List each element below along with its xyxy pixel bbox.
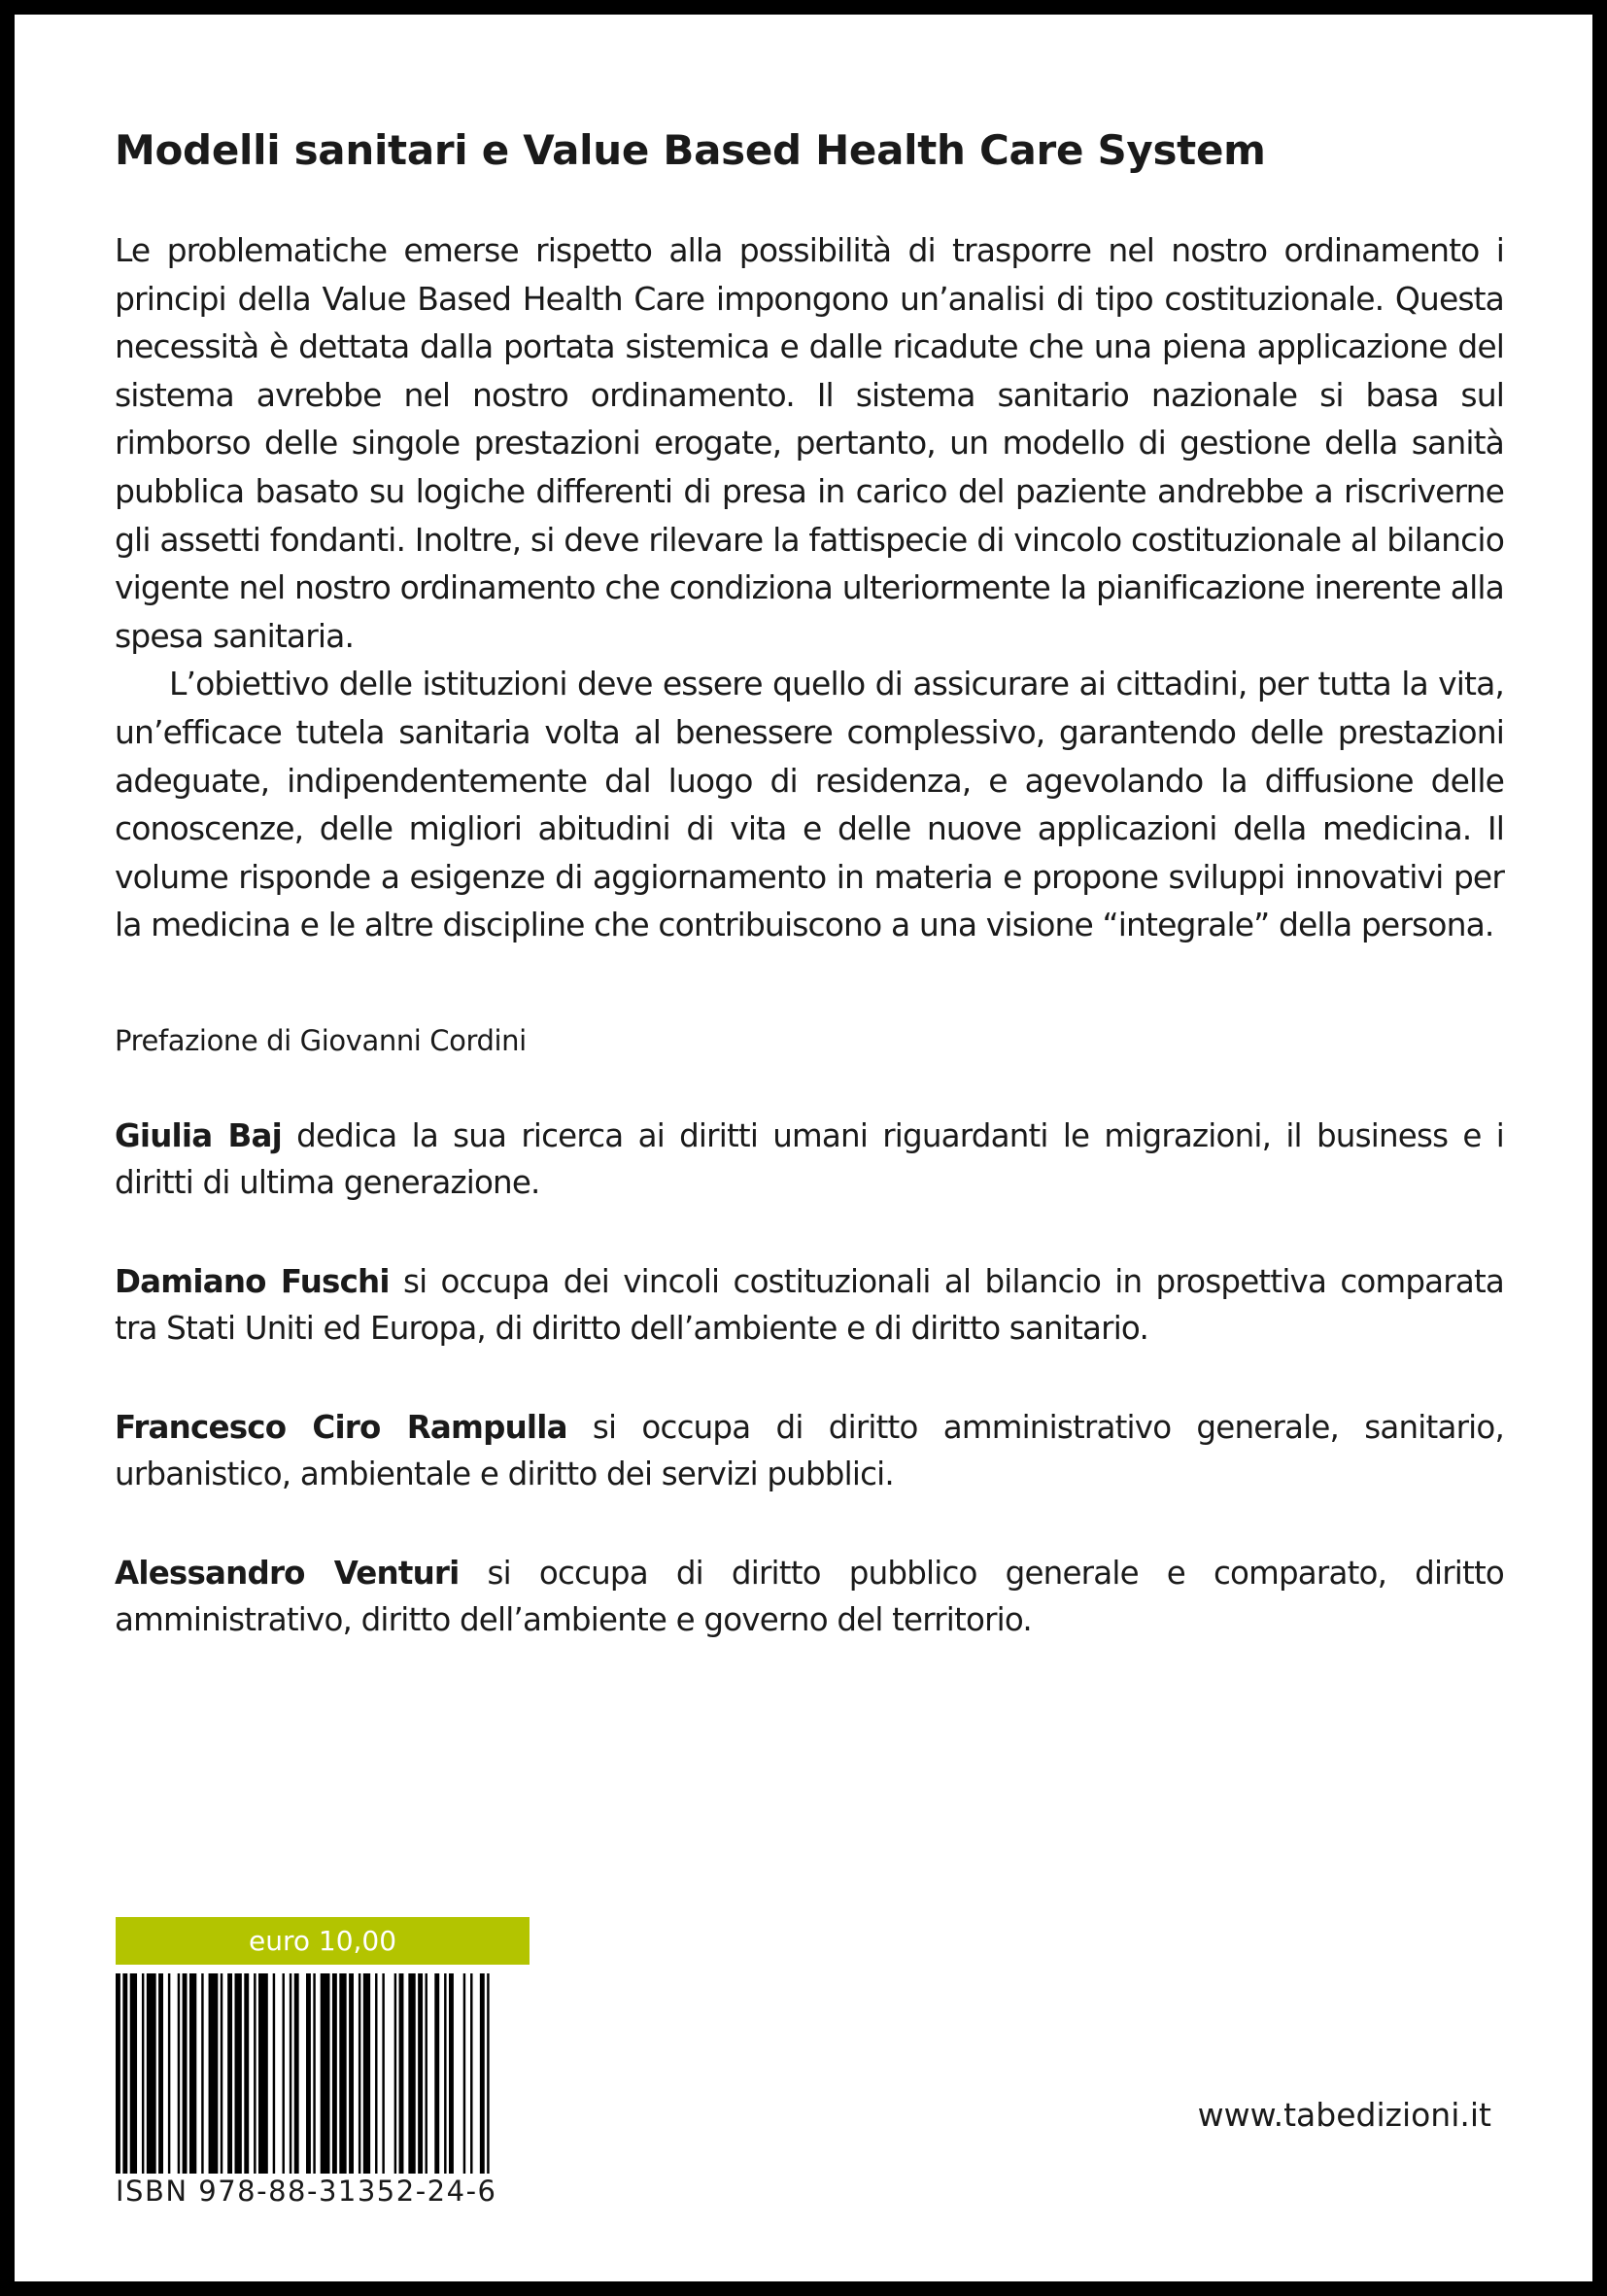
barcode-bar (408, 1973, 415, 2174)
barcode-bar (142, 1973, 144, 2174)
page-title: Modelli sanitari e Value Based Health Care System (115, 126, 1266, 174)
barcode-bar (449, 1973, 454, 2174)
barcode-bar (258, 1973, 268, 2174)
barcode-bar (201, 1973, 203, 2174)
barcode-bar (254, 1973, 256, 2174)
barcode-bar (444, 1973, 446, 2174)
barcode-bar (418, 1973, 423, 2174)
barcode-bar (122, 1973, 127, 2174)
barcode-bar (147, 1973, 156, 2174)
barcode-bar (306, 1973, 311, 2174)
back-cover-page (15, 15, 1592, 2281)
author-bio: dedica la sua ricerca ai diritti umani riguardanti le migrazioni, il business e i diritti di ultima generazione. (115, 1116, 1504, 1201)
barcode-bar (363, 1973, 370, 2174)
barcode-bar (294, 1973, 299, 2174)
barcode-bar (273, 1973, 275, 2174)
barcode-bar (130, 1973, 137, 2174)
barcode-bar (158, 1973, 163, 2174)
barcode-bar (399, 1973, 404, 2174)
barcode-bar (339, 1973, 346, 2174)
barcode-bar (244, 1973, 249, 2174)
barcode-bar (321, 1973, 330, 2174)
barcode-bar (434, 1973, 439, 2174)
author-bio-baj (115, 1113, 1504, 1206)
barcode-bar (375, 1973, 377, 2174)
barcode-bar (349, 1973, 354, 2174)
barcode-bar (168, 1973, 170, 2174)
barcode-bar (183, 1973, 188, 2174)
barcode-bar (290, 1973, 291, 2174)
barcode-bar (470, 1973, 472, 2174)
author-bio-fuschi (115, 1258, 1504, 1352)
barcode-bar (332, 1973, 337, 2174)
author-name: Alessandro Venturi (115, 1554, 460, 1592)
barcode-bar (283, 1973, 285, 2174)
main-content (115, 126, 1504, 1643)
isbn-barcode (116, 1973, 530, 2174)
barcode-bar (480, 1973, 485, 2174)
price-label: euro 10,00 (116, 1917, 530, 1965)
barcode-block (116, 1917, 530, 2209)
author-bio: si occupa di diritto pubblico generale e comparato, diritto amministrativo, diritto dell’ambiente e governo del territorio. (115, 1554, 1504, 1638)
barcode-bar (313, 1973, 315, 2174)
barcode-bar (235, 1973, 242, 2174)
barcode-bar (487, 1973, 489, 2174)
barcode-bar (426, 1973, 427, 2174)
barcode-bar (178, 1973, 180, 2174)
isbn-number: ISBN 978-88-31352-24-6 (116, 2175, 497, 2208)
barcode-bar (394, 1973, 396, 2174)
preface-credit: Prefazione di Giovanni Cordini (115, 1023, 527, 1057)
barcode-bar (189, 1973, 196, 2174)
author-bio-rampulla (115, 1404, 1504, 1497)
publisher-website: www.tabedizioni.it (1197, 2096, 1491, 2134)
barcode-bar (382, 1973, 384, 2174)
barcode-bar (227, 1973, 232, 2174)
summary-paragraph-2: L’obiettivo delle istituzioni deve essere quello di assicurare ai cittadini, per tutta la vita, un’efficace tutela sanitaria volta al benessere complessivo, garantendo delle prestazioni adeguate, indipendentemente dal luogo di residenza, e agevolando la diffusione delle conoscenze, delle migliori abitudini di vita e delle nuove applicazioni della medicina. Il volume risponde a esigenze di aggiornamento in materia e propone sviluppi innovativi per la medicina e le altre discipline che contribuiscono a una visione “integrale” della persona. (115, 665, 1504, 944)
barcode-bar (359, 1973, 360, 2174)
author-name: Damiano Fuschi (115, 1262, 390, 1300)
author-bio: si occupa dei vincoli costituzionali al bilancio in prospettiva comparata tra Stati Uniti ed Europa, di diritto dell’ambiente e di diritto sanitario. (115, 1262, 1505, 1347)
barcode-bar (209, 1973, 219, 2174)
summary-paragraph-1: Le problematiche emerse rispetto alla possibilità di trasporre nel nostro ordinamento i principi della Value Based Health Care impongono un’analisi di tipo costituzionale. Questa necessità è dettata dalla portata sistemica e dalle ricadute che una piena applicazione del sistema avrebbe nel nostro ordinamento. Il sistema sanitario nazionale si basa sul rimborso delle singole prestazioni erogate, pertanto, un modello di gestione della sanità pubblica basato su logiche differenti di presa in carico del paziente andrebbe a riscriverne gli assetti fondanti. Inoltre, si deve rilevare la fattispecie di vincolo costituzionale al bilancio vigente nel nostro ordinamento che condiziona ulteriormente la pianificazione inerente alla spesa sanitaria. (115, 231, 1504, 655)
author-name: Francesco Ciro Rampulla (115, 1408, 567, 1446)
barcode-bar (463, 1973, 465, 2174)
barcode-bar (221, 1973, 222, 2174)
barcode-bar (116, 1973, 120, 2174)
author-name: Giulia Baj (115, 1116, 282, 1154)
author-bio-venturi (115, 1550, 1504, 1643)
author-bio: si occupa di diritto amministrativo generale, sanitario, urbanistico, ambientale e diritto dei servizi pubblici. (115, 1408, 1504, 1492)
